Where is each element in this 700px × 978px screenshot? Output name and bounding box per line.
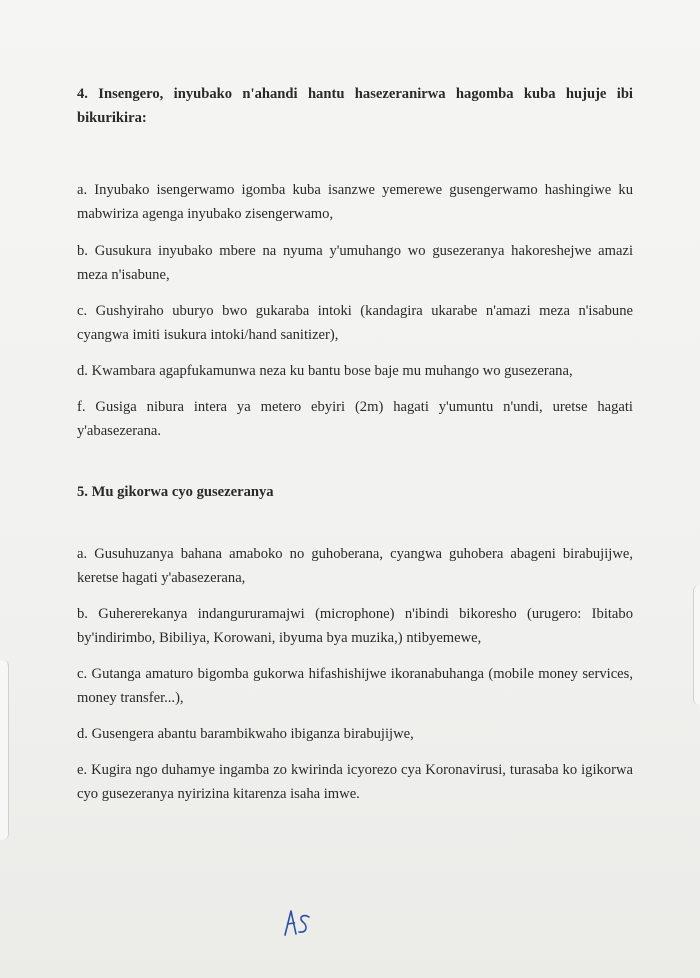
section-5-heading: 5. Mu gikorwa cyo gusezeranya: [77, 484, 274, 500]
section-4-item-f: f. Gusiga nibura intera ya metero ebyiri (2m) hagati y'umuntu n'undi, uretse hagati y'abasezerana.: [77, 399, 633, 439]
section-5-item-d: d. Gusengera abantu barambikwaho ibiganza birabujijwe,: [77, 726, 414, 742]
section-5-item-c: c. Gutanga amaturo bigomba gukorwa hifashishijwe ikoranabuhanga (mobile money services, money transfer...),: [77, 666, 633, 706]
section-5-item-a: a. Gusuhuzanya bahana amaboko no guhoberana, cyangwa guhobera abageni birabujijwe, keretse hagati y'abasezerana,: [77, 546, 633, 586]
section-4-item-c: c. Gushyiraho uburyo bwo gukaraba intoki (kandagira ukarabe n'amazi meza n'isabune cyangwa imiti isukura intoki/hand sanitizer),: [77, 303, 633, 343]
section-5-item-e: e. Kugira ngo duhamye ingamba zo kwirinda icyorezo cya Koronavirusi, turasaba ko igikorwa cyo gusezeranya nyirizina kitarenza isaha imwe.: [77, 762, 633, 802]
section-4-item-b: b. Gusukura inyubako mbere na nyuma y'umuhango wo gusezeranya hakoreshejwe amazi meza n'isabune,: [77, 243, 633, 283]
section-4-item-a: a. Inyubako isengerwamo igomba kuba isanzwe yemerewe gusengerwamo hashingiwe ku mabwiriza agenga inyubako zisengerwamo,: [77, 182, 633, 222]
section-5-item-b: b. Guhererekanya indangururamajwi (microphone) n'ibindi bikoresho (urugero: Ibitabo by'indirimbo, Bibiliya, Korowani, ibyuma bya muzika,) ntibyemewe,: [77, 606, 633, 646]
handwritten-initials-signature: [281, 905, 315, 939]
underlying-page-edge: [693, 585, 700, 705]
document-body: [77, 82, 633, 806]
section-4-heading: 4. Insengero, inyubako n'ahandi hantu hasezeranirwa hagomba kuba hujuje ibi bikurikira:: [77, 86, 633, 126]
section-4-item-d: d. Kwambara agapfukamunwa neza ku bantu bose baje mu muhango wo gusezerana,: [77, 363, 573, 379]
underlying-page-edge: [0, 660, 9, 840]
